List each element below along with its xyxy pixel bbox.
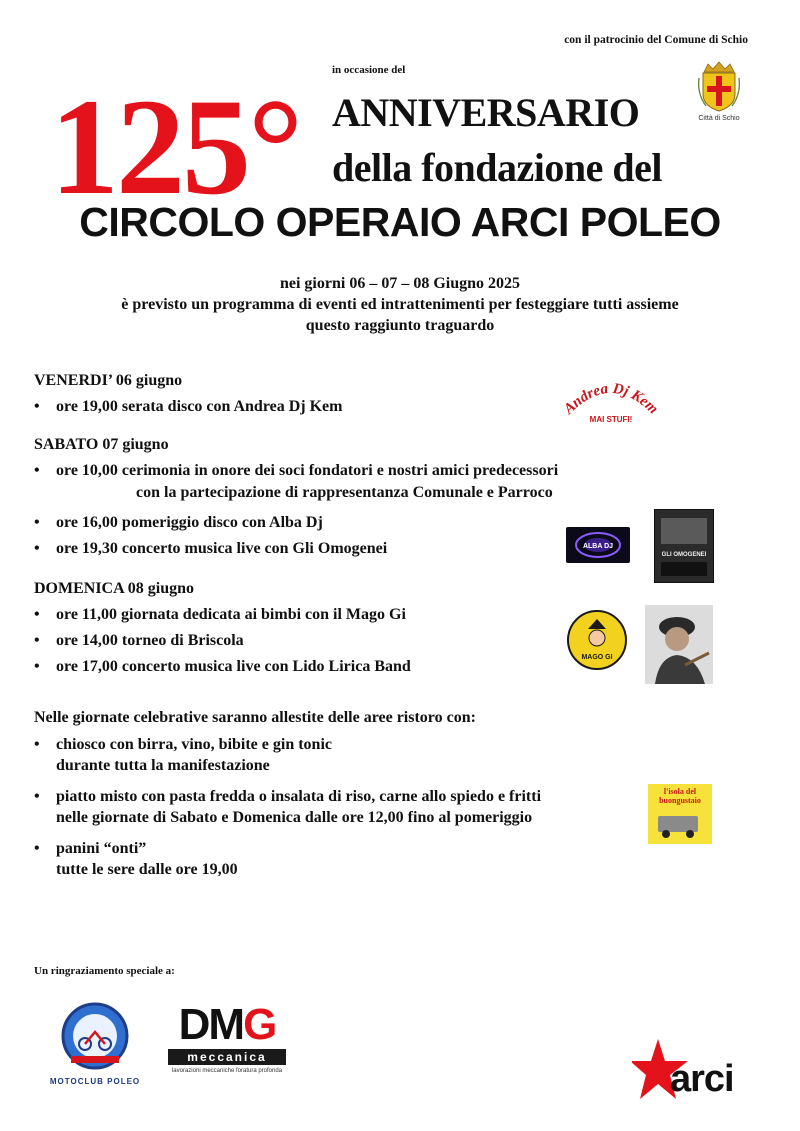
event-item xyxy=(34,632,244,650)
event-continuation: con la partecipazione di rappresentanza Comunale e Parroco xyxy=(136,484,553,501)
dj-logo-text: Andrea Dj Kem xyxy=(561,380,661,418)
andrea-dj-kem-logo xyxy=(556,374,666,430)
title-fondazione: della fondazione del xyxy=(332,145,663,190)
arci-logo xyxy=(632,1037,744,1103)
dmg-letter-g: G xyxy=(243,1000,276,1049)
event-text: ore 19,00 serata disco con Andrea Dj Kem xyxy=(56,398,343,415)
dmg-letters: DM xyxy=(178,1000,244,1049)
food-item xyxy=(34,840,238,879)
event-text: ore 17,00 concerto musica live con Lido Lirica Band xyxy=(56,658,411,675)
food-text: piatto misto con pasta fredda o insalata di riso, carne allo spiedo e fritti xyxy=(56,788,542,805)
bullet-icon: • xyxy=(34,540,40,557)
alba-logo-text: ALBA DJ xyxy=(582,543,614,550)
intro-dates: nei giorni 06 – 07 – 08 Giugno 2025 xyxy=(279,275,521,292)
occasion-label: in occasione del xyxy=(332,64,406,76)
bullet-icon: • xyxy=(34,606,40,623)
lido-lirica-band-image xyxy=(645,605,713,684)
event-text: ore 14,00 torneo di Briscola xyxy=(56,632,244,649)
food-text-continuation: tutte le sere dalle ore 19,00 xyxy=(56,861,238,878)
mago-logo-text: MAGO GI xyxy=(581,654,613,661)
event-item xyxy=(34,398,342,416)
event-item xyxy=(34,514,323,532)
food-item xyxy=(34,788,541,827)
dmg-meccanica-logo xyxy=(168,1000,286,1075)
anniversary-number: 125° xyxy=(50,70,301,223)
event-item xyxy=(34,462,558,502)
event-text: ore 19,30 concerto musica live con Gli Omogenei xyxy=(56,540,388,557)
day-title-sunday: DOMENICA 08 giugno xyxy=(34,580,195,597)
isola-logo-text: l'isola del buongustaio xyxy=(659,787,701,805)
gli-omogenei-image xyxy=(654,509,714,583)
bullet-icon: • xyxy=(34,462,40,479)
bullet-icon: • xyxy=(34,736,40,753)
motoclub-caption: MOTOCLUB POLEO xyxy=(49,1077,141,1086)
day-title-friday: VENERDI’ 06 giugno xyxy=(34,372,183,389)
bullet-icon: • xyxy=(34,398,40,415)
omogenei-logo-text: GLI OMOGENEI xyxy=(661,552,707,558)
event-text: ore 10,00 cerimonia in onore dei soci fondatori e nostri amici predecessori xyxy=(56,462,559,479)
mago-gi-logo xyxy=(566,609,628,671)
motoclub-icon xyxy=(57,1000,133,1072)
intro-description-end: questo raggiunto traguardo xyxy=(305,317,495,334)
title-anniversario: ANNIVERSARIO xyxy=(332,90,640,135)
dmg-wordmark xyxy=(168,1000,286,1049)
patronage-note: con il patrocinio del Comune di Schio xyxy=(564,34,748,46)
dmg-subtitle: meccanica xyxy=(168,1049,286,1065)
bullet-icon: • xyxy=(34,632,40,649)
event-text: ore 16,00 pomeriggio disco con Alba Dj xyxy=(56,514,323,531)
bullet-icon: • xyxy=(34,788,40,805)
thanks-label: Un ringraziamento speciale a: xyxy=(34,965,175,977)
intro-block xyxy=(0,273,800,336)
bullet-icon: • xyxy=(34,840,40,857)
food-item xyxy=(34,736,332,775)
day-title-saturday: SABATO 07 giugno xyxy=(34,436,169,453)
isola-buongustaio-logo xyxy=(648,784,712,844)
motoclub-poleo-logo xyxy=(47,1000,143,1090)
dmg-tagline: lavorazioni meccaniche foratura profonda xyxy=(171,1068,283,1074)
crest-icon xyxy=(696,58,742,114)
bullet-icon: • xyxy=(34,658,40,675)
organization-name: CIRCOLO OPERAIO ARCI POLEO xyxy=(79,199,721,245)
intro-description: è previsto un programma di eventi ed intrattenimenti per festeggiare tutti assieme xyxy=(121,296,679,313)
alba-dj-image xyxy=(566,527,630,563)
svg-text:Andrea Dj Kem xyxy=(560,381,661,418)
arci-wordmark: arci xyxy=(670,1058,734,1100)
bullet-icon: • xyxy=(34,514,40,531)
food-text-continuation: nelle giornate di Sabato e Domenica dalle ore 12,00 fino al pomeriggio xyxy=(56,809,533,826)
schio-crest xyxy=(690,58,748,122)
food-intro: Nelle giornate celebrative saranno allestite delle aree ristoro con: xyxy=(34,709,476,726)
event-text: ore 11,00 giornata dedicata ai bimbi con il Mago Gi xyxy=(56,606,406,623)
dj-logo-subtext: MAI STUFI! xyxy=(589,415,633,424)
crest-caption: Città di Schio xyxy=(698,115,740,122)
food-text-continuation: durante tutta la manifestazione xyxy=(56,757,270,774)
event-item xyxy=(34,540,387,558)
event-item xyxy=(34,606,406,624)
food-text: chiosco con birra, vino, bibite e gin tonic xyxy=(56,736,332,753)
food-text: panini “onti” xyxy=(56,840,147,857)
event-item xyxy=(34,658,411,676)
